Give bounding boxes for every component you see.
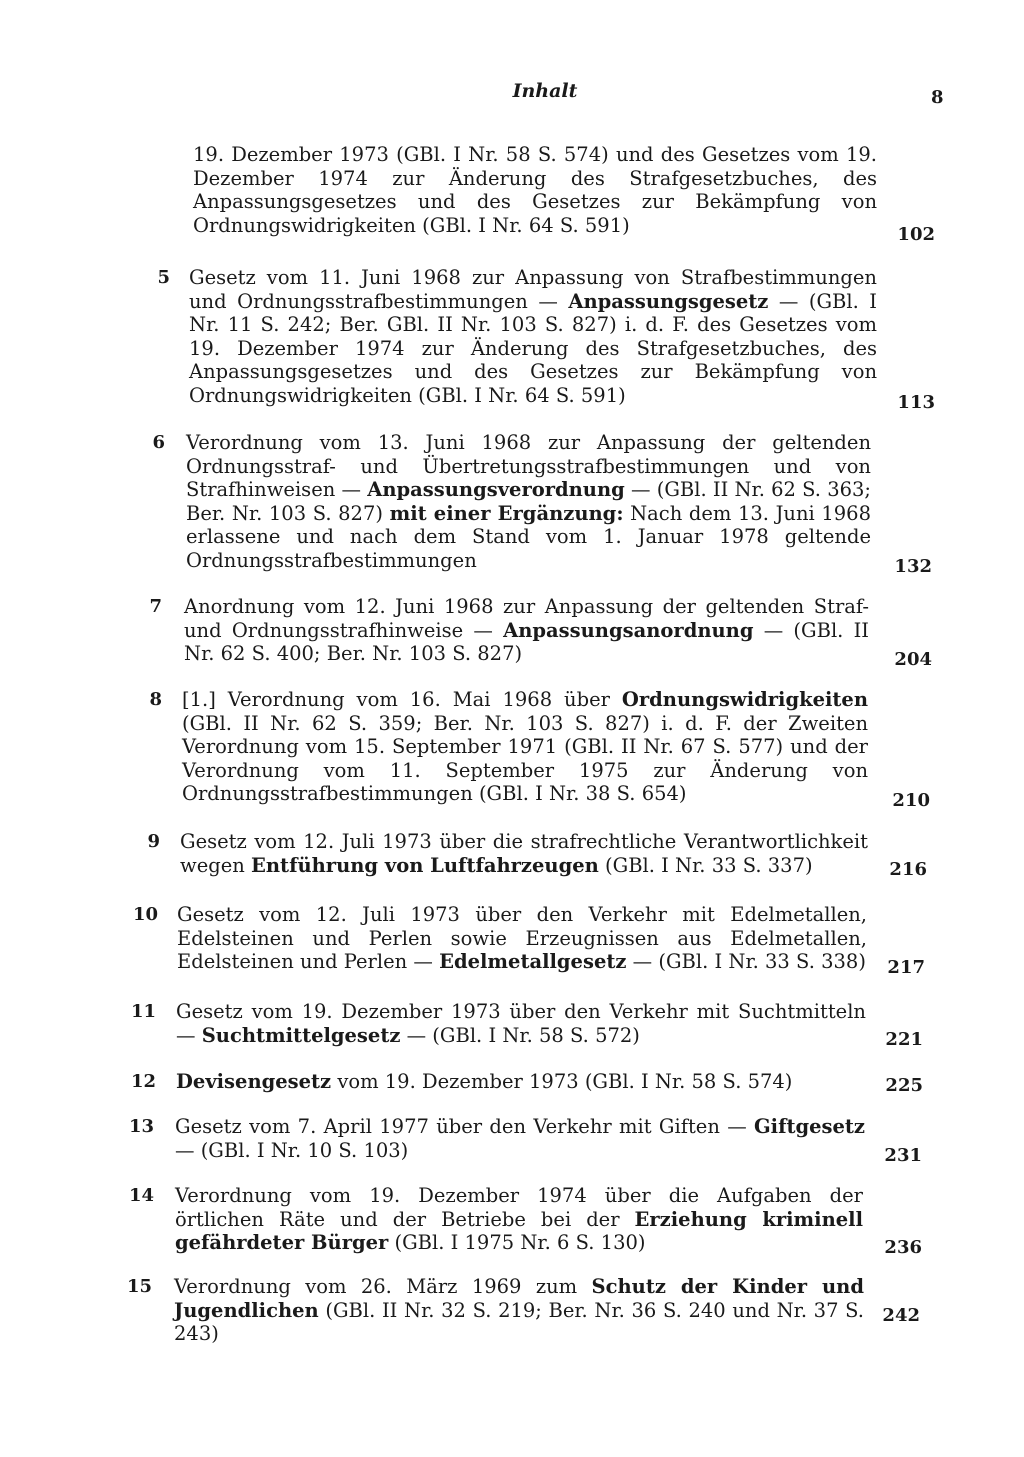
entry-number: 13: [128, 1116, 154, 1137]
entry-page: 113: [897, 392, 935, 413]
entry-text: Anordnung vom 12. Juni 1968 zur Anpassung der geltenden Straf- und Ordnungsstrafhinweise — Anpassungsanordnung — (GBl. II Nr. 62 S. 400; Ber. Nr. 103 S. 827): [184, 595, 870, 665]
entry-page: 221: [885, 1029, 923, 1050]
entry-number: 11: [130, 1001, 156, 1022]
entry-page: 204: [894, 649, 932, 670]
entry-text: [1.] Verordnung vom 16. Mai 1968 über Ordnungswidrigkeiten (GBl. II Nr. 62 S. 359; Ber. Nr. 103 S. 827) i. d. F. der Zweiten Verordnung vom 15. September 1971 (GBl. II Nr. 67 S. 577) und der Verordnung vom 11. September 1975 zur Änderung von Ordnungsstrafbestimmungen (GBl. I Nr. 38 S. 654): [182, 688, 868, 805]
entry-number: 6: [152, 432, 165, 453]
entry-text: Verordnung vom 26. März 1969 zum Schutz der Kinder und Jugendlichen (GBl. II Nr. 32 S. 219; Ber. Nr. 36 S. 240 und Nr. 37 S. 243): [174, 1275, 864, 1345]
entry-page: 216: [889, 859, 927, 880]
entry-number: 12: [130, 1071, 156, 1092]
entry-page: 217: [887, 957, 925, 978]
entry-number: 10: [132, 904, 158, 925]
entry-number: 15: [126, 1276, 152, 1297]
entry-text: Gesetz vom 12. Juli 1973 über den Verkehr mit Edelmetallen, Edelsteinen und Perlen sowie Erzeugnissen aus Edelmetallen, Edelsteinen und Perlen — Edelmetallgesetz — (GBl. I Nr. 33 S. 338): [177, 903, 867, 973]
entry-page: 231: [884, 1145, 922, 1166]
entry-page: 236: [884, 1237, 922, 1258]
entry-page: 225: [885, 1075, 923, 1096]
page-number: 8: [931, 87, 944, 108]
entry-number: 7: [149, 596, 162, 617]
entry-page: 102: [897, 224, 935, 245]
entry-number: 8: [149, 689, 162, 710]
entry-page: 210: [892, 790, 930, 811]
entry-text: Gesetz vom 12. Juli 1973 über die strafrechtliche Verantwortlichkeit wegen Entführung von Luftfahrzeugen (GBl. I Nr. 33 S. 337): [180, 830, 868, 877]
entry-text: Devisengesetz vom 19. Dezember 1973 (GBl. I Nr. 58 S. 574): [176, 1070, 793, 1093]
entry-number: 9: [147, 831, 160, 852]
running-header-title: Inhalt: [512, 80, 578, 102]
entry-text: 19. Dezember 1973 (GBl. I Nr. 58 S. 574) und des Gesetzes vom 19. Dezember 1974 zur Änderung des Strafgesetzbuches, des Anpassungsgesetzes und des Gesetzes zur Bekämpfung von Ordnungswidrigkeiten (GBl. I Nr. 64 S. 591): [193, 143, 877, 237]
entry-page: 132: [894, 556, 932, 577]
entry-text: Verordnung vom 19. Dezember 1974 über die Aufgaben der örtlichen Räte und der Betriebe bei der Erziehung kriminell gefährdeter Bürger (GBl. I 1975 Nr. 6 S. 130): [175, 1184, 863, 1254]
entry-number: 5: [157, 267, 170, 288]
entry-text: Gesetz vom 7. April 1977 über den Verkehr mit Giften — Giftgesetz — (GBl. I Nr. 10 S. 103): [175, 1115, 865, 1162]
entry-text: Gesetz vom 11. Juni 1968 zur Anpassung von Strafbestimmungen und Ordnungsstrafbestimmungen — Anpassungsgesetz — (GBl. I Nr. 11 S. 242; Ber. GBl. II Nr. 103 S. 827) i. d. F. des Gesetzes vom 19. Dezember 1974 zur Änderung des Strafgesetzbuches, des Anpassungsgesetzes und des Gesetzes zur Bekämpfung von Ordnungswidrigkeiten (GBl. I Nr. 64 S. 591): [189, 266, 877, 407]
entry-page: 242: [882, 1305, 920, 1326]
entry-number: 14: [128, 1185, 154, 1206]
entry-text: Gesetz vom 19. Dezember 1973 über den Verkehr mit Suchtmitteln — Suchtmittelgesetz — (GBl. I Nr. 58 S. 572): [176, 1000, 866, 1047]
entry-text: Verordnung vom 13. Juni 1968 zur Anpassung der geltenden Ordnungsstraf- und Übertretungsstrafbestimmungen und von Strafhinweisen — Anpassungsverordnung — (GBl. II Nr. 62 S. 363; Ber. Nr. 103 S. 827) mit einer Ergänzung: Nach dem 13. Juni 1968 erlassene und nach dem Stand vom 1. Januar 1978 geltende Ordnungsstrafbestimmungen: [186, 431, 871, 572]
